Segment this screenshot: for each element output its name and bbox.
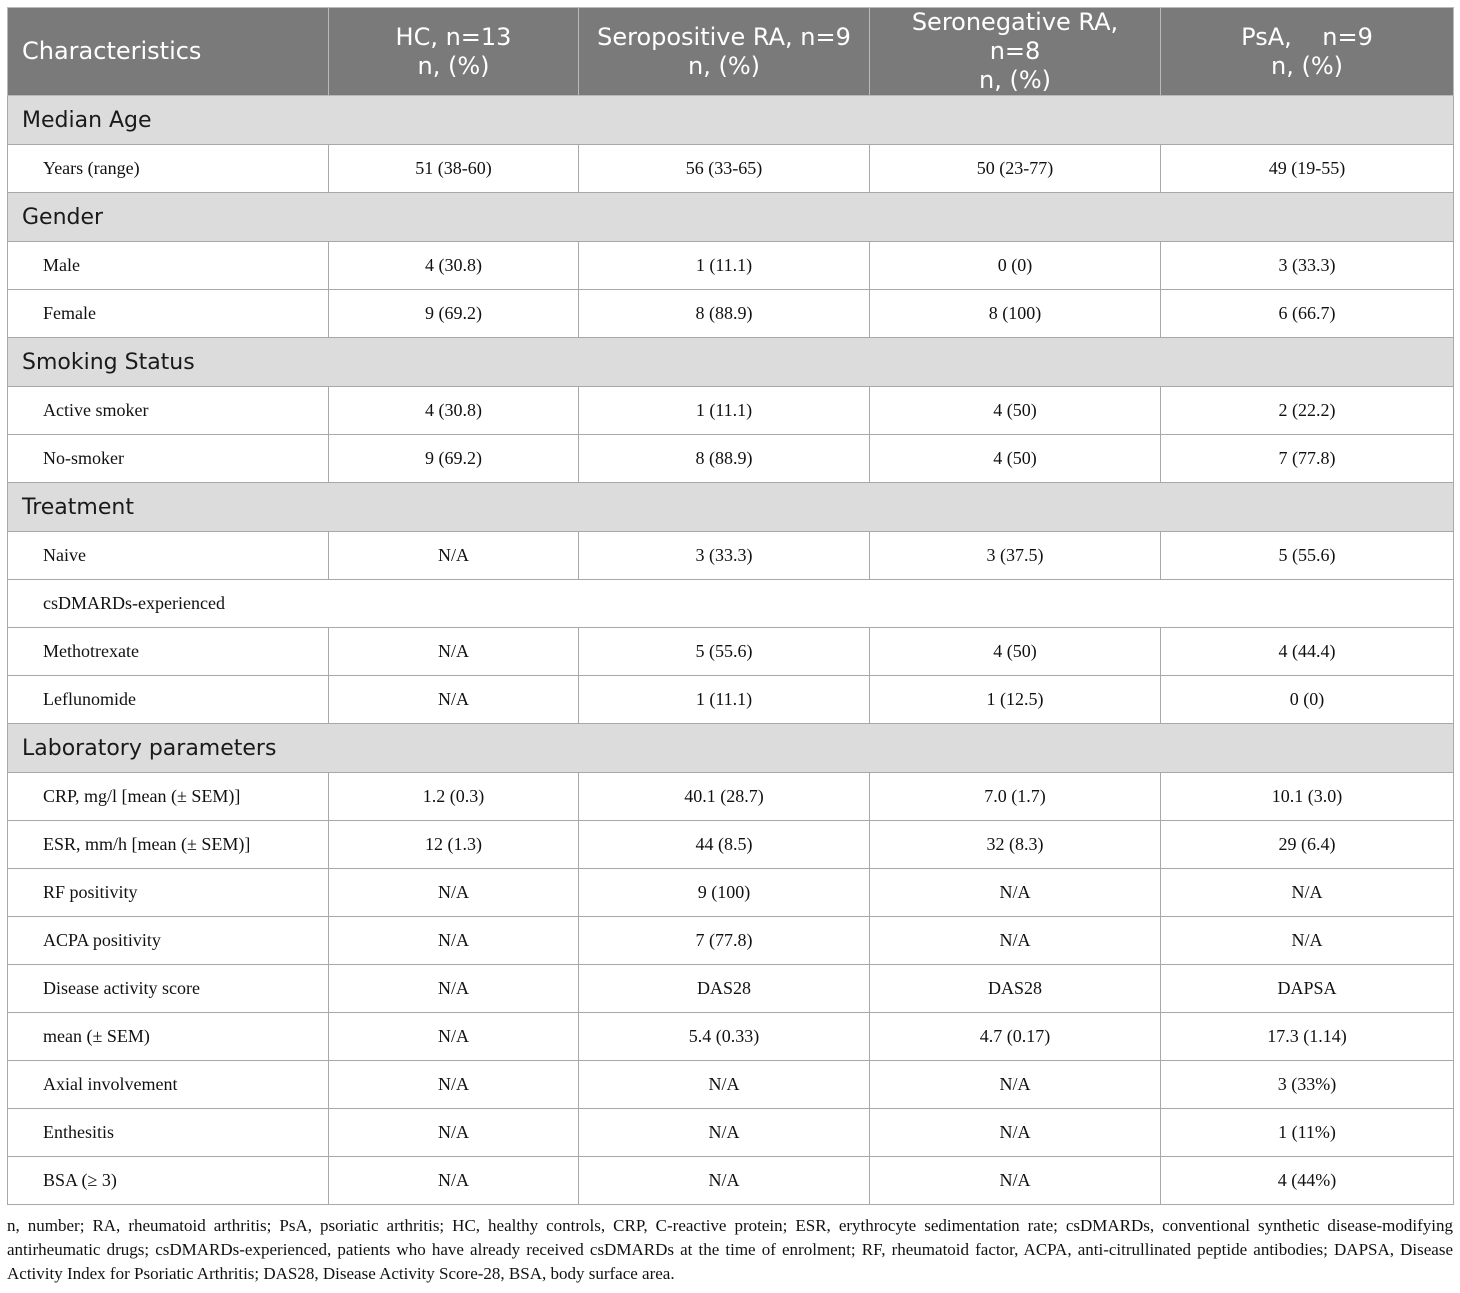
section-gender: Gender [8,193,1454,242]
table-row: Years (range) 51 (38-60) 56 (33-65) 50 (23-77) 49 (19-55) [8,145,1454,193]
table-row: CRP, mg/l [mean (± SEM)] 1.2 (0.3) 40.1 (28.7) 7.0 (1.7) 10.1 (3.0) [8,773,1454,821]
characteristics-table [7,7,1454,1205]
table-row: ACPA positivity N/A 7 (77.8) N/A N/A [8,917,1454,965]
section-median-age: Median Age [8,96,1454,145]
table-row: Male 4 (30.8) 1 (11.1) 0 (0) 3 (33.3) [8,242,1454,290]
section-smoking-status: Smoking Status [8,338,1454,387]
table-row: Leflunomide N/A 1 (11.1) 1 (12.5) 0 (0) [8,676,1454,724]
table-container [7,7,1453,1205]
table-row: Active smoker 4 (30.8) 1 (11.1) 4 (50) 2 (22.2) [8,387,1454,435]
table-row-subheading [8,580,1454,628]
header-seropositive-ra: Seropositive RA, n=9 n, (%) [579,8,870,96]
table-row: ESR, mm/h [mean (± SEM)] 12 (1.3) 44 (8.5) 32 (8.3) 29 (6.4) [8,821,1454,869]
header-characteristics: Characteristics [8,8,329,96]
table-row: BSA (≥ 3) N/A N/A N/A 4 (44%) [8,1157,1454,1205]
csdmards-experienced-label: csDMARDs-experienced [8,580,1454,628]
table-header [8,8,1454,96]
section-laboratory-parameters: Laboratory parameters [8,724,1454,773]
table-row: Axial involvement N/A N/A N/A 3 (33%) [8,1061,1454,1109]
table-row: RF positivity N/A 9 (100) N/A N/A [8,869,1454,917]
table-row: Disease activity score N/A DAS28 DAS28 DAPSA [8,965,1454,1013]
header-hc: HC, n=13 n, (%) [329,8,579,96]
table-row: Enthesitis N/A N/A N/A 1 (11%) [8,1109,1454,1157]
table-row: Female 9 (69.2) 8 (88.9) 8 (100) 6 (66.7) [8,290,1454,338]
table-footnote: n, number; RA, rheumatoid arthritis; PsA, psoriatic arthritis; HC, healthy controls, CRP, C-reactive protein; ESR, erythrocyte sedimentation rate; csDMARDs, conventional synthetic disease-modifying antirheumatic drugs; csDMARDs-experienced, patients who have already received csDMARDs at the time of enrolment; RF, rheumatoid factor, ACPA, anti-citrullinated peptide antibodies; DAPSA, Disease Activity Index for Psoriatic Arthritis; DAS28, Disease Activity Score-28, BSA, body surface area. [7,1216,1453,1283]
header-psa: PsA, n=9 n, (%) [1161,8,1454,96]
table-row: No-smoker 9 (69.2) 8 (88.9) 4 (50) 7 (77.8) [8,435,1454,483]
table-row: mean (± SEM) N/A 5.4 (0.33) 4.7 (0.17) 17.3 (1.14) [8,1013,1454,1061]
section-treatment: Treatment [8,483,1454,532]
table-row: Naive N/A 3 (33.3) 3 (37.5) 5 (55.6) [8,532,1454,580]
table-row: Methotrexate N/A 5 (55.6) 4 (50) 4 (44.4) [8,628,1454,676]
header-seronegative-ra: Seronegative RA, n=8 n, (%) [870,8,1161,96]
